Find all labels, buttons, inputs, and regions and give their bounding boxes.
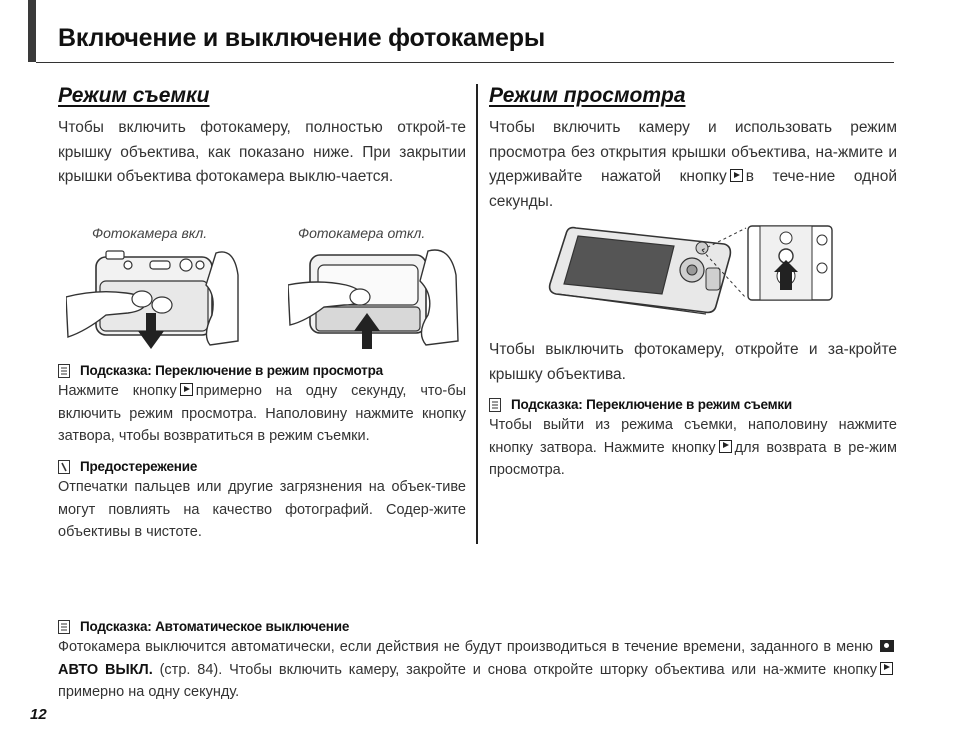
caution-title: Предостережение [80, 459, 198, 474]
camera-on-illustration [66, 245, 241, 355]
play-icon [880, 662, 893, 675]
power-off-paragraph: Чтобы выключить фотокамеру, откройте и за-кройте крышку объектива. [489, 341, 897, 383]
bottom-tip-title-row [58, 619, 896, 634]
camera-back-illustration [546, 222, 836, 320]
shooting-mode-paragraph: Чтобы включить фотокамеру, полностью открой-те крышку объектива, как показано ниже. При закрытии крышки объектива фотокамера выклю-чается. [58, 119, 466, 185]
header-bar [28, 0, 36, 62]
playback-paragraph-a: Чтобы включить камеру и использовать режим просмотра без открытия крышки объектива, на-жмите и удерживайте нажатой кнопку [489, 119, 897, 185]
shooting-mode-section [58, 84, 466, 190]
setup-menu-icon [880, 640, 894, 652]
playback-mode-section [489, 84, 897, 214]
bottom-tip [58, 619, 896, 704]
column-divider [476, 84, 478, 544]
right-tip-text [489, 414, 897, 482]
playback-mode-paragraph [489, 116, 897, 214]
caution-icon [58, 460, 70, 474]
left-tip-text [58, 380, 466, 448]
page-number: 12 [30, 706, 47, 723]
tip-icon [58, 620, 70, 634]
left-tip-title: Подсказка: Переключение в режим просмотра [80, 363, 383, 378]
bottom-text-a: Фотокамера выключится автоматически, если действия не будут производиться в течение времени, заданного в меню [58, 639, 874, 655]
camera-off-illustration [288, 245, 463, 355]
left-tip-title-row [58, 363, 466, 378]
right-tip-text-b: для возврата в ре-жим просмотра. [489, 439, 897, 478]
bottom-text-b: (стр. 84). Чтобы включить камеру, закройте и снова откройте шторку объектива или на-жмите кнопку [159, 661, 878, 678]
photo-camera-on-label: Фотокамера вкл. [92, 225, 208, 241]
play-icon [730, 169, 743, 182]
play-icon [180, 383, 193, 396]
photo-camera-off-label: Фотокамера откл. [298, 225, 426, 241]
right-tip-title-row [489, 397, 897, 412]
right-tip [489, 397, 897, 482]
tip-icon [58, 364, 70, 378]
left-tip [58, 363, 466, 448]
auto-off-menu-item: АВТО ВЫКЛ. [58, 661, 153, 678]
playback-paragraph-b: в тече-ние одной секунды. [489, 168, 897, 210]
title-rule [36, 62, 894, 63]
left-tip-text-b: примерно на одну секунду, что-бы включить режим просмотра. Наполовину нажмите кнопку затвора, чтобы возвратиться в режим съемки. [58, 383, 466, 444]
right-tip-text-a: Чтобы выйти из режима съемки, наполовину нажмите кнопку затвора. Нажмите кнопку [489, 417, 897, 456]
caution-note [58, 459, 466, 544]
right-tip-title: Подсказка: Переключение в режим съемки [511, 397, 793, 412]
bottom-tip-title: Подсказка: Автоматическое выключение [80, 619, 350, 634]
left-tip-text-a: Нажмите кнопку [58, 383, 177, 399]
tip-icon [489, 398, 501, 412]
caution-title-row [58, 459, 466, 474]
playback-mode-heading: Режим просмотра [489, 84, 686, 107]
bottom-text-c: примерно на одну секунду. [58, 684, 240, 700]
caution-text: Отпечатки пальцев или другие загрязнения на объек-тиве могут повлиять на качество фотографий. Содер-жите объективы в чистоте. [58, 479, 466, 540]
play-icon [719, 440, 732, 453]
shooting-mode-heading: Режим съемки [58, 84, 210, 107]
page-title: Включение и выключение фотокамеры [58, 24, 545, 52]
bottom-tip-text [58, 636, 896, 704]
